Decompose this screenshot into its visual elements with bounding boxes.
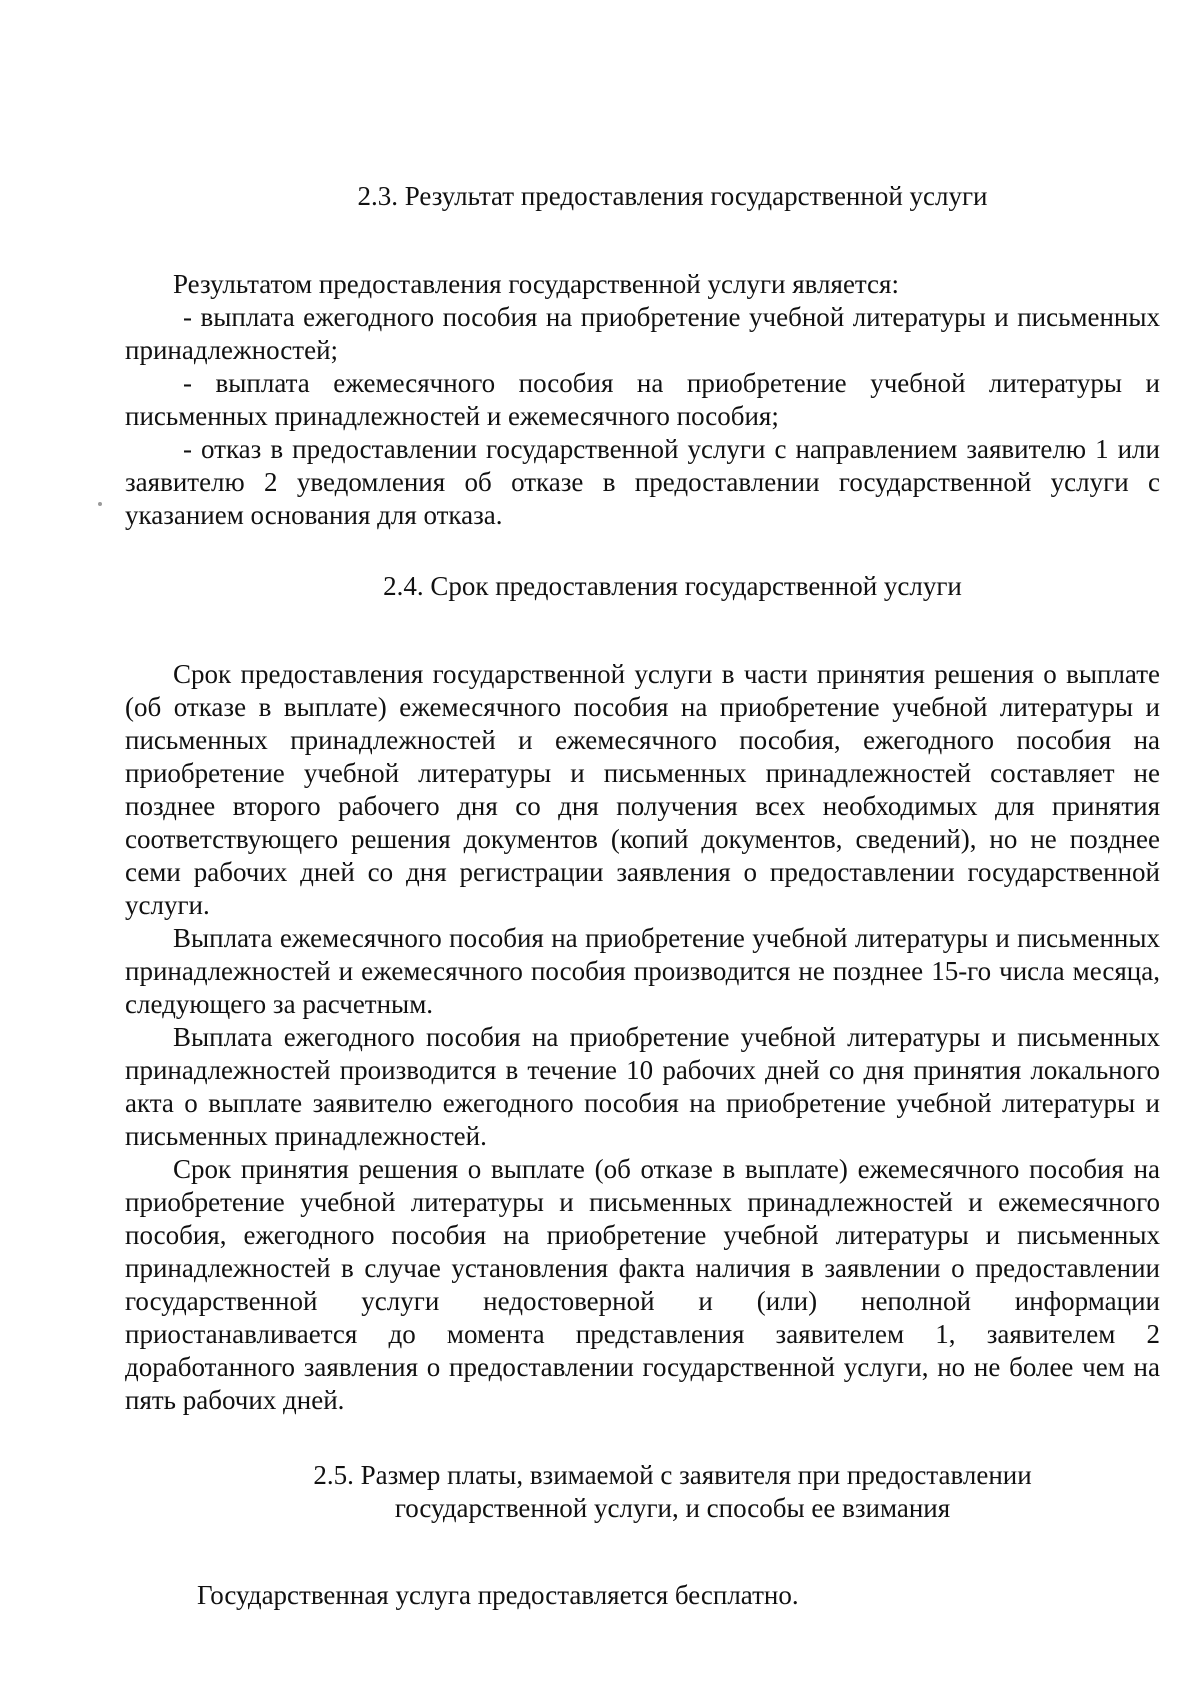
section-2-3-heading: 2.3. Результат предоставления государственной услуги [357,181,988,211]
section-2-4-paragraph-2: Выплата ежемесячного пособия на приобретение учебной литературы и письменных принадлежностей и ежемесячного пособия производится не позднее 15-го числа месяца, следующего за расчетным. [125,923,1160,1019]
section-2-3-item-2: - выплата ежемесячного пособия на приобретение учебной литературы и письменных принадлежностей и ежемесячного пособия; [125,368,1160,431]
section-2-4-paragraph-3: Выплата ежегодного пособия на приобретение учебной литературы и письменных принадлежностей производится в течение 10 рабочих дней со дня принятия локального акта о выплате заявителю ежегодного пособия на приобретение учебной литературы и письменных принадлежностей. [125,1022,1160,1151]
section-2-4-paragraph-1: Срок предоставления государственной услуги в части принятия решения о выплате (об отказе в выплате) ежемесячного пособия на приобретение учебной литературы и письменных принадлежностей и ежемесячного пособия, ежегодного пособия на приобретение учебной литературы и письменных принадлежностей составляет не позднее второго рабочего дня со дня получения всех необходимых для принятия соответствующего решения документов (копий документов, сведений), но не позднее семи рабочих дней со дня регистрации заявления о предоставлении государственной услуги. [125,659,1160,920]
section-2-3-item-3: - отказ в предоставлении государственной услуги с направлением заявителю 1 или заявителю 2 уведомления об отказе в предоставлении государственной услуги с указанием основания для отказа. [125,434,1160,530]
section-2-5-heading-line-1: 2.5. Размер платы, взимаемой с заявителя при предоставлении [313,1460,1032,1490]
section-2-5-heading [185,1459,1160,1525]
document-body [125,180,1160,1612]
section-2-5-text: Государственная услуга предоставляется бесплатно. [197,1580,799,1610]
scan-artifact-dot [98,502,102,506]
section-2-4-heading: 2.4. Срок предоставления государственной услуги [383,571,962,601]
section-2-3-item-1: - выплата ежегодного пособия на приобретение учебной литературы и письменных принадлежностей; [125,302,1160,365]
section-2-3-intro: Результатом предоставления государственной услуги является: [173,269,899,299]
section-2-4-paragraph-4: Срок принятия решения о выплате (об отказе в выплате) ежемесячного пособия на приобретение учебной литературы и письменных принадлежностей и ежемесячного пособия, ежегодного пособия на приобретение учебной литературы и письменных принадлежностей в случае установления факта наличия в заявлении о предоставлении государственной услуги недостоверной и (или) неполной информации приостанавливается до момента представления заявителем 1, заявителем 2 доработанного заявления о предоставлении государственной услуги, но не более чем на пять рабочих дней. [125,1154,1160,1415]
section-2-5-heading-line-2: государственной услуги, и способы ее взимания [394,1493,951,1523]
